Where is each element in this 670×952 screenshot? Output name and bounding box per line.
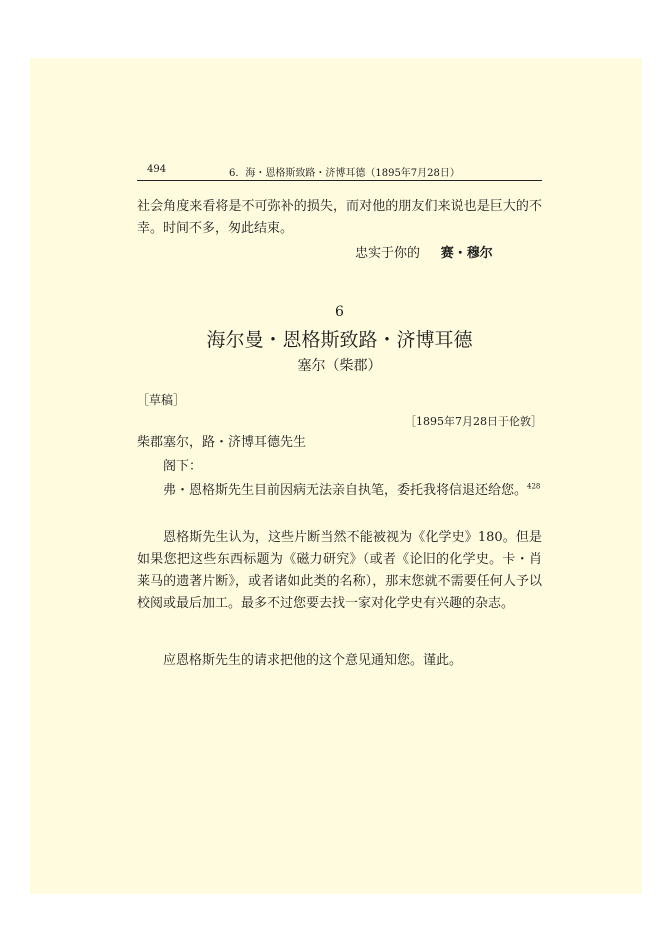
- draft-label: ［草稿］: [137, 393, 186, 407]
- running-head: [137, 162, 542, 181]
- signature: 赛・穆尔: [440, 246, 493, 261]
- closing-line: [355, 243, 542, 265]
- closing-phrase: 忠实于你的: [355, 246, 421, 261]
- page-number: 494: [147, 164, 167, 175]
- paragraph-1-text: 弗・恩格斯先生目前因病无法亲自执笔，委托我将信退还给您。: [163, 483, 528, 498]
- salutation: 阁下：: [163, 459, 203, 474]
- letter-title: 海尔曼・恩格斯致路・济博耳德: [206, 329, 473, 351]
- running-title: 6．海・恩格斯致路・济博耳德（1895年7月28日）: [229, 168, 460, 179]
- addressee: 柴郡塞尔，路・济博耳德先生: [137, 435, 307, 450]
- continuation-paragraph: 社会角度来看将是不可弥补的损失，而对他的朋友们来说也是巨大的不幸。时间不多，匆此结束。: [137, 199, 542, 236]
- paragraph-2: 恩格斯先生认为，这些片断当然不能被视为《化学史》180。但是如果您把这些东西标题为《磁力研究》（或者《论旧的化学史。卡・肖莱马的遗著片断》，或者诸如此类的名称），那末您就不需要任何人予以校阅或最后加工。最多不过您要去找一家对化学史有兴趣的杂志。: [137, 530, 542, 611]
- date-note: ［1895年7月28日于伦敦］: [405, 415, 542, 428]
- footnote-ref: 428: [527, 482, 541, 491]
- letter-number: 6: [335, 304, 344, 320]
- paragraph-3: 应恩格斯先生的请求把他的这个意见通知您。谨此。: [163, 653, 463, 668]
- paragraph-1: [137, 480, 542, 502]
- letter-place: 塞尔（柴郡）: [297, 358, 382, 374]
